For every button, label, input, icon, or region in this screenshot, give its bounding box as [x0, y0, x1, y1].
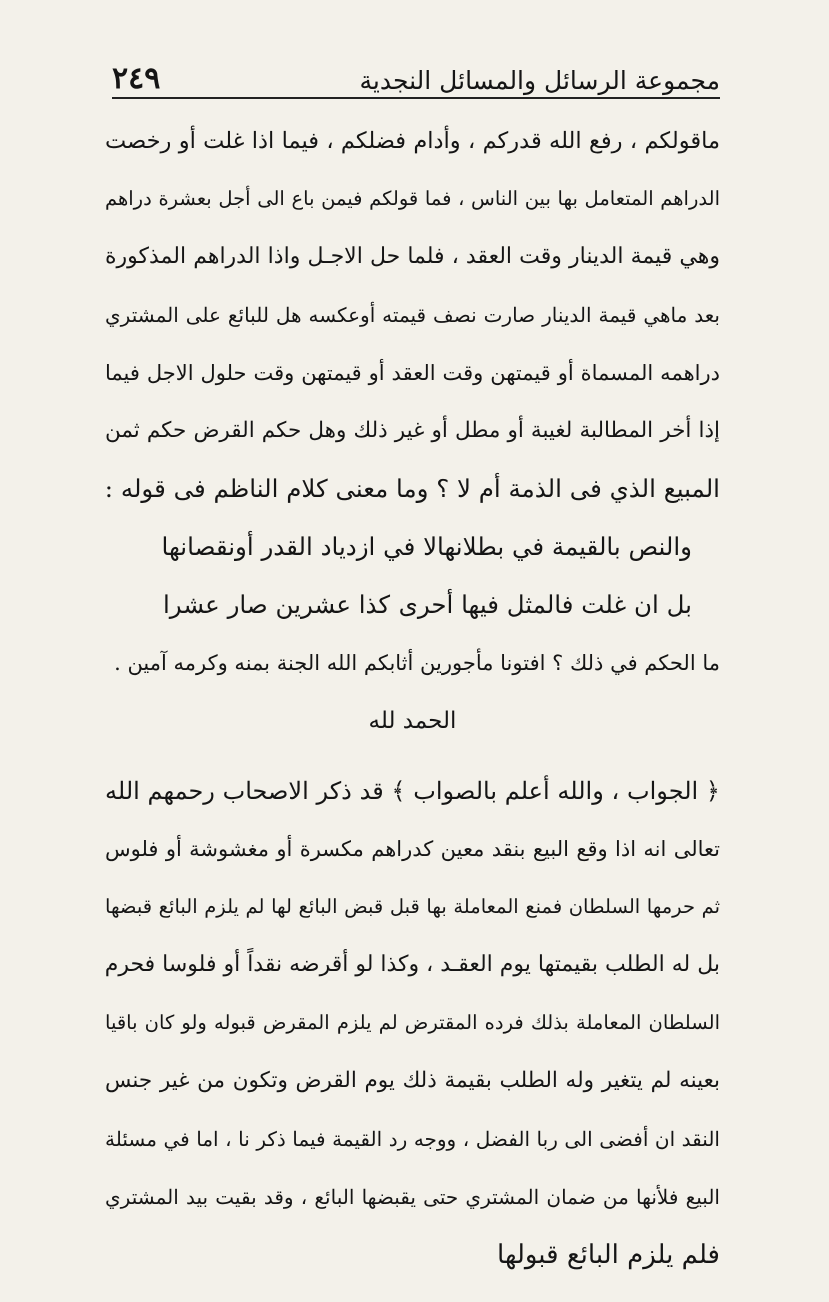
verse-line — [105, 518, 720, 576]
verse-first-hemistich: بل ان غلت فالمثل فيها أحرى — [398, 590, 692, 619]
page-header — [112, 52, 720, 94]
question-closing: ما الحكم في ذلك ؟ افتونا مأجورين أثابكم الله الجنة بمنه وكرمه آمين . — [114, 651, 720, 675]
section-heading: الحمد لله — [368, 708, 457, 734]
question-line: إذا أخر المطالبة لغيبة أو مطل أو غير ذلك وهل حكم القرض حكم ثمن — [105, 418, 720, 443]
answer-line: السلطان المعاملة بذلك فرده المقترض لم يلزم المقرض قبوله ولو كان باقيا — [105, 1011, 720, 1034]
question-line: المبيع الذي فى الذمة أم لا ؟ وما معنى كلام الناظم فى قوله : — [105, 474, 720, 503]
question-line: ماقولكم ، رفع الله قدركم ، وأدام فضلكم ، فيما اذا غلت أو رخصت — [105, 128, 720, 154]
answer-line: تعالى انه اذا وقع البيع بنقد معين كدراهم مكسرة أو مغشوشة أو فلوس — [105, 837, 720, 861]
header-rule — [112, 97, 720, 99]
question-line: الدراهم المتعامل بها بين الناس ، فما قولكم فيمن باع الى أجل بعشرة دراهم — [105, 187, 720, 210]
answer-line: ثم حرمها السلطان فمنع المعاملة بها قبل قبض البائع لها لم يلزم البائع قبضها — [105, 895, 720, 918]
spacer — [105, 750, 720, 762]
answer-line: البيع فلأنها من ضمان المشتري حتى يقبضها البائع ، وقد بقيت بيد المشتري — [105, 1185, 720, 1209]
question-section — [105, 112, 720, 692]
question-line: بعد ماهي قيمة الدينار صارت نصف قيمته أوعكسه هل للبائع على المشتري — [105, 303, 720, 327]
page-body — [105, 112, 720, 1284]
page-number: ٢٤٩ — [112, 61, 161, 96]
answer-line: بعينه لم يتغير وله الطلب بقيمة ذلك يوم القرض وتكون من غير جنس — [105, 1068, 720, 1093]
running-title: مجموعة الرسائل والمسائل النجدية — [359, 65, 720, 95]
verse-second-hemistich: لا في ازدياد القدر أونقصانها — [161, 532, 438, 561]
answer-section — [105, 762, 720, 1284]
answer-line: النقد ان أفضى الى ربا الفضل ، ووجه رد القيمة فيما ذكر نا ، اما في مسئلة — [105, 1127, 720, 1151]
verse-second-hemistich: كذا عشرين صار عشرا — [163, 590, 391, 619]
answer-line: بل له الطلب بقيمتها يوم العقـد ، وكذا لو أقرضه نقداً أو فلوسا فحرم — [105, 952, 720, 977]
question-line: دراهمه المسماة أو قيمتهن وقت العقد أو قيمتهن وقت حلول الاجل فيما — [105, 361, 720, 385]
answer-line: فلم يلزم البائع قبولها — [497, 1240, 720, 1270]
answer-line: ﴿ الجواب ، والله أعلم بالصواب ﴾ قد ذكر الاصحاب رحمهم الله — [105, 777, 720, 805]
verse-first-hemistich: والنص بالقيمة في بطلانها — [437, 532, 692, 561]
verse-line — [105, 576, 720, 634]
question-line: وهي قيمة الدينار وقت العقد ، فلما حل الاجـل واذا الدراهم المذكورة — [105, 244, 720, 269]
